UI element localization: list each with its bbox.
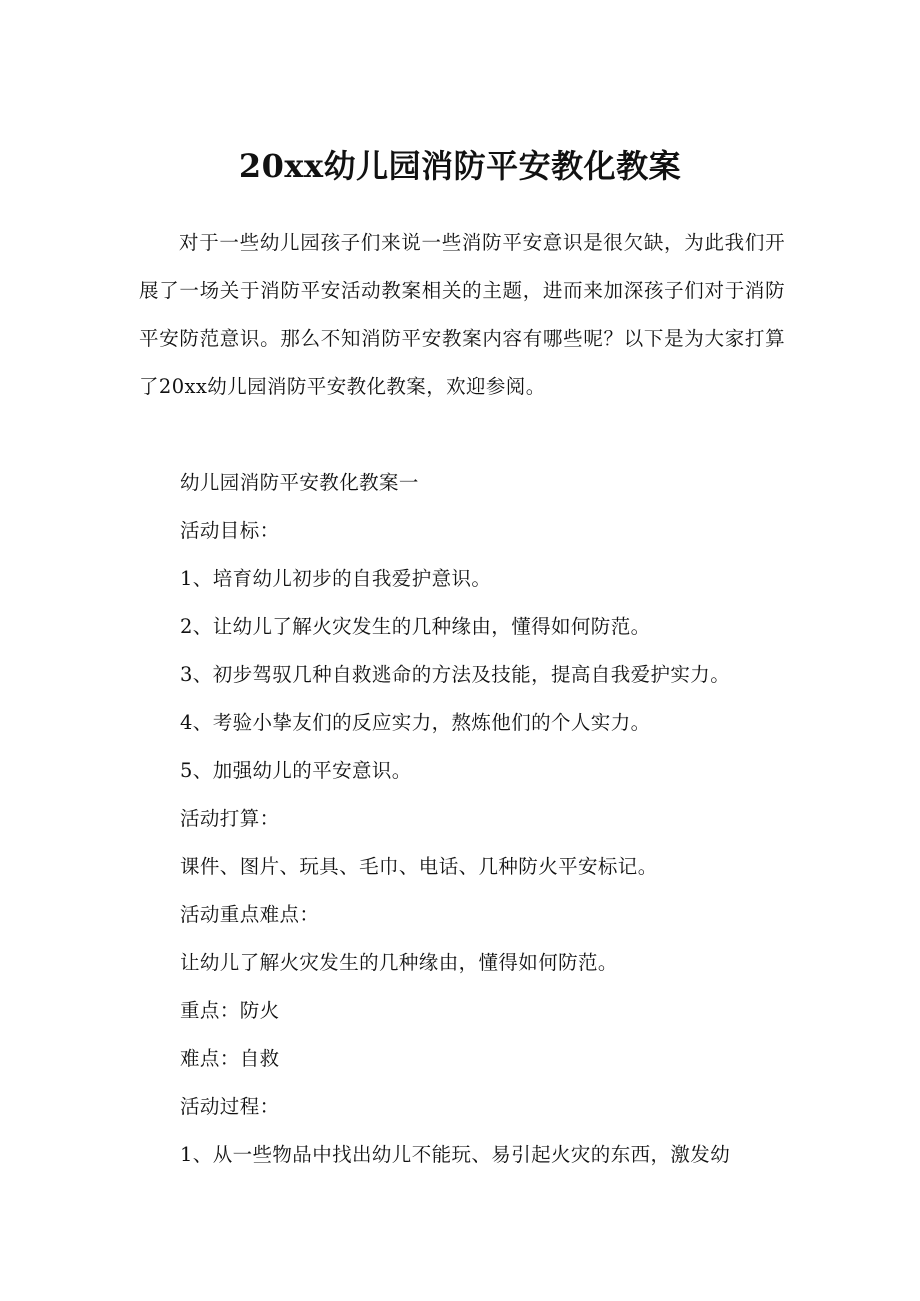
key-difficulties-text: 让幼儿了解火灾发生的几种缘由，懂得如何防范。: [180, 951, 618, 974]
goal-item: 1、培育幼儿初步的自我爱护意识。: [180, 567, 492, 590]
section-heading: 幼儿园消防平安教化教案一: [180, 471, 419, 494]
process-step: 1、从一些物品中找出幼儿不能玩、易引起火灾的东西，激发幼: [180, 1143, 731, 1166]
key-point: 重点：防火: [180, 999, 280, 1022]
label-key-difficulties: 活动重点难点：: [180, 903, 320, 926]
goal-item: 5、加强幼儿的平安意识。: [180, 759, 412, 782]
goal-item: 4、考验小挚友们的反应实力，熬炼他们的个人实力。: [180, 711, 651, 734]
body-lines: [180, 459, 780, 1179]
preparation-text: 课件、图片、玩具、毛巾、电话、几种防火平安标记。: [180, 855, 658, 878]
label-activity-process: 活动过程：: [180, 1095, 280, 1118]
document-title: 20xx幼儿园消防平安教化教案: [238, 147, 682, 185]
label-activity-preparation: 活动打算：: [180, 807, 280, 830]
difficult-point: 难点：自救: [180, 1047, 280, 1070]
intro-paragraph: 对于一些幼儿园孩子们来说一些消防平安意识是很欠缺，为此我们开展了一场关于消防平安活动教案相关的主题，进而来加深孩子们对于消防平安防范意识。那么不知消防平安教案内容有哪些呢？以下是为大家打算了20xx幼儿园消防平安教化教案，欢迎参阅。: [139, 231, 785, 398]
goal-item: 3、初步驾驭几种自救逃命的方法及技能，提高自我爱护实力。: [180, 663, 731, 686]
label-activity-goals: 活动目标：: [180, 519, 280, 542]
goal-item: 2、让幼儿了解火灾发生的几种缘由，懂得如何防范。: [180, 615, 651, 638]
